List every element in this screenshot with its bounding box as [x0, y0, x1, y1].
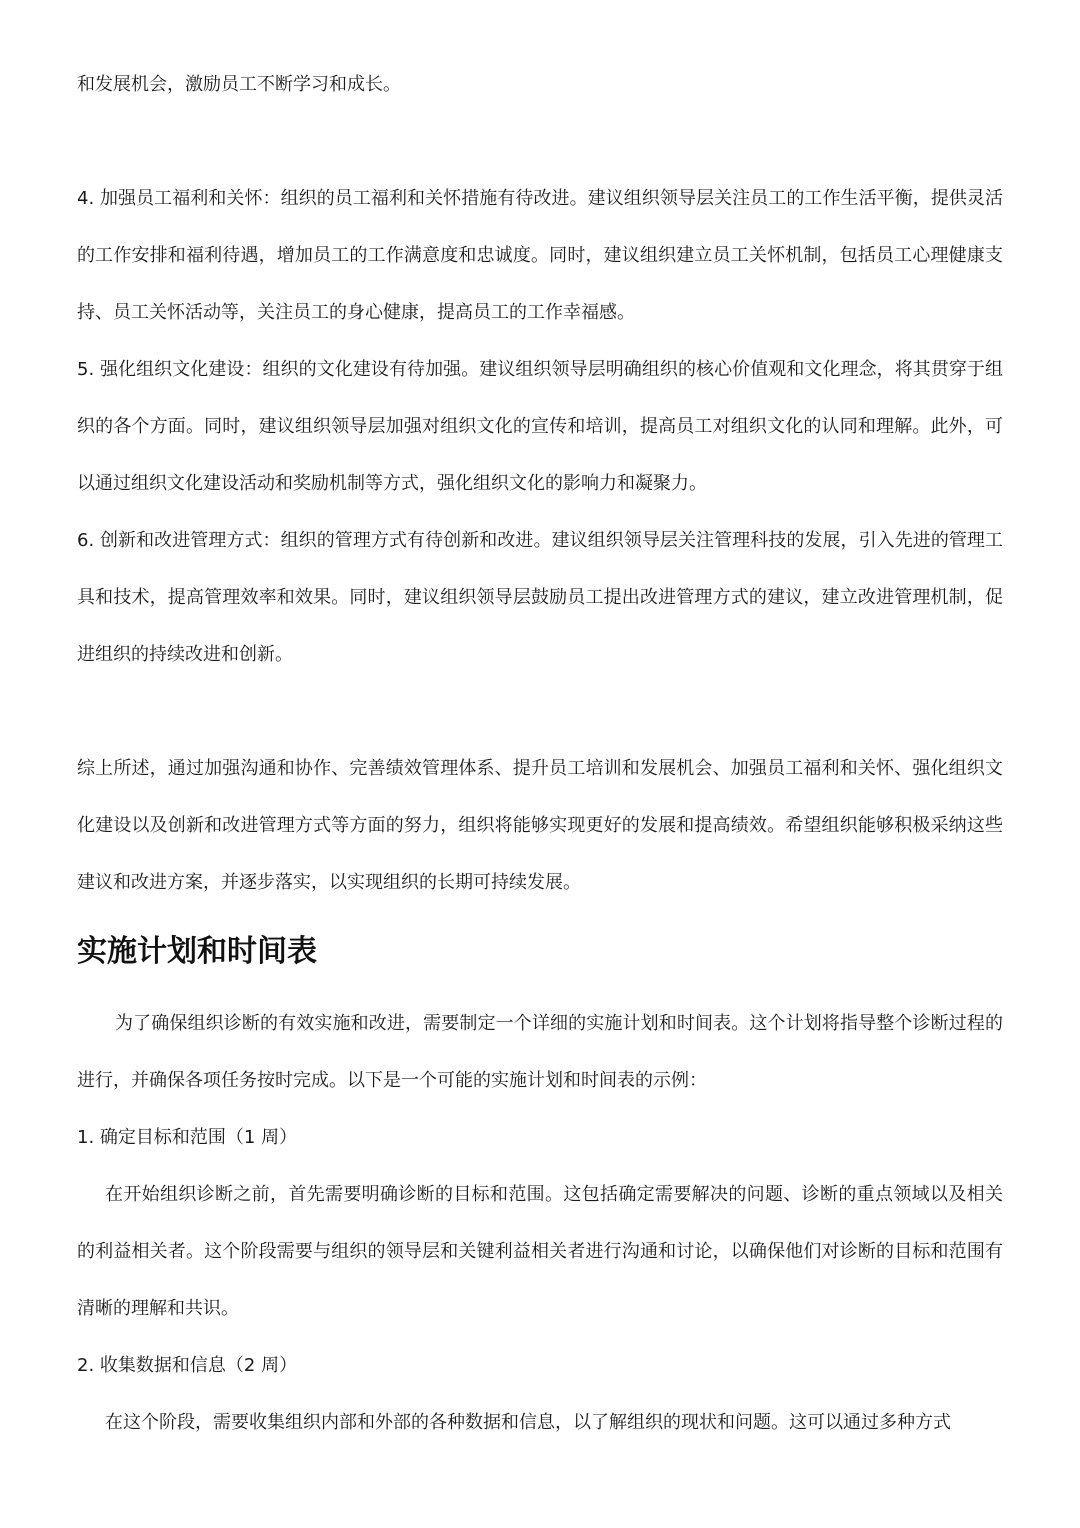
- paragraph-summary: 综上所述，通过加强沟通和协作、完善绩效管理体系、提升员工培训和发展机会、加强员工福利和关怀、强化组织文化建设以及创新和改进管理方式等方面的努力，组织将能够实现更好的发展和提高绩效。希望组织能够积极采纳这些建议和改进方案，并逐步落实，以实现组织的长期可持续发展。: [77, 758, 1003, 893]
- document-page: [77, 56, 1003, 1451]
- paragraph-item-5: 5. 强化组织文化建设：组织的文化建设有待加强。建议组织领导层明确组织的核心价值观和文化理念，将其贯穿于组织的各个方面。同时，建议组织领导层加强对组织文化的宣传和培训，提高员工对组织文化的认同和理解。此外，可以通过组织文化建设活动和奖励机制等方式，强化组织文化的影响力和凝聚力。: [77, 359, 1003, 494]
- section-heading: 实施计划和时间表: [77, 934, 317, 969]
- step-2-title: 2. 收集数据和信息（2 周）: [77, 1355, 298, 1376]
- blank-line: [77, 683, 1003, 740]
- paragraph-item-6: 6. 创新和改进管理方式：组织的管理方式有待创新和改进。建议组织领导层关注管理科技的发展，引入先进的管理工具和技术，提高管理效率和效果。同时，建议组织领导层鼓励员工提出改进管理方式的建议，建立改进管理机制，促进组织的持续改进和创新。: [77, 530, 1003, 665]
- blank-line: [77, 113, 1003, 170]
- paragraph-item-4: 4. 加强员工福利和关怀：组织的员工福利和关怀措施有待改进。建议组织领导层关注员工的工作生活平衡，提供灵活的工作安排和福利待遇，增加员工的工作满意度和忠诚度。同时，建议组织建立员工关怀机制，包括员工心理健康支持、员工关怀活动等，关注员工的身心健康，提高员工的工作幸福感。: [77, 188, 1003, 323]
- paragraph-continuation: 和发展机会，激励员工不断学习和成长。: [77, 74, 401, 95]
- step-1-title: 1. 确定目标和范围（1 周）: [77, 1127, 298, 1148]
- paragraph-intro: 为了确保组织诊断的有效实施和改进，需要制定一个详细的实施计划和时间表。这个计划将指导整个诊断过程的进行，并确保各项任务按时完成。以下是一个可能的实施计划和时间表的示例：: [77, 1013, 1003, 1091]
- step-1-body: 在开始组织诊断之前，首先需要明确诊断的目标和范围。这包括确定需要解决的问题、诊断的重点领域以及相关的利益相关者。这个阶段需要与组织的领导层和关键利益相关者进行沟通和讨论，以确保他们对诊断的目标和范围有清晰的理解和共识。: [77, 1184, 1003, 1319]
- step-2-body: 在这个阶段，需要收集组织内部和外部的各种数据和信息，以了解组织的现状和问题。这可以通过多种方式: [105, 1412, 951, 1433]
